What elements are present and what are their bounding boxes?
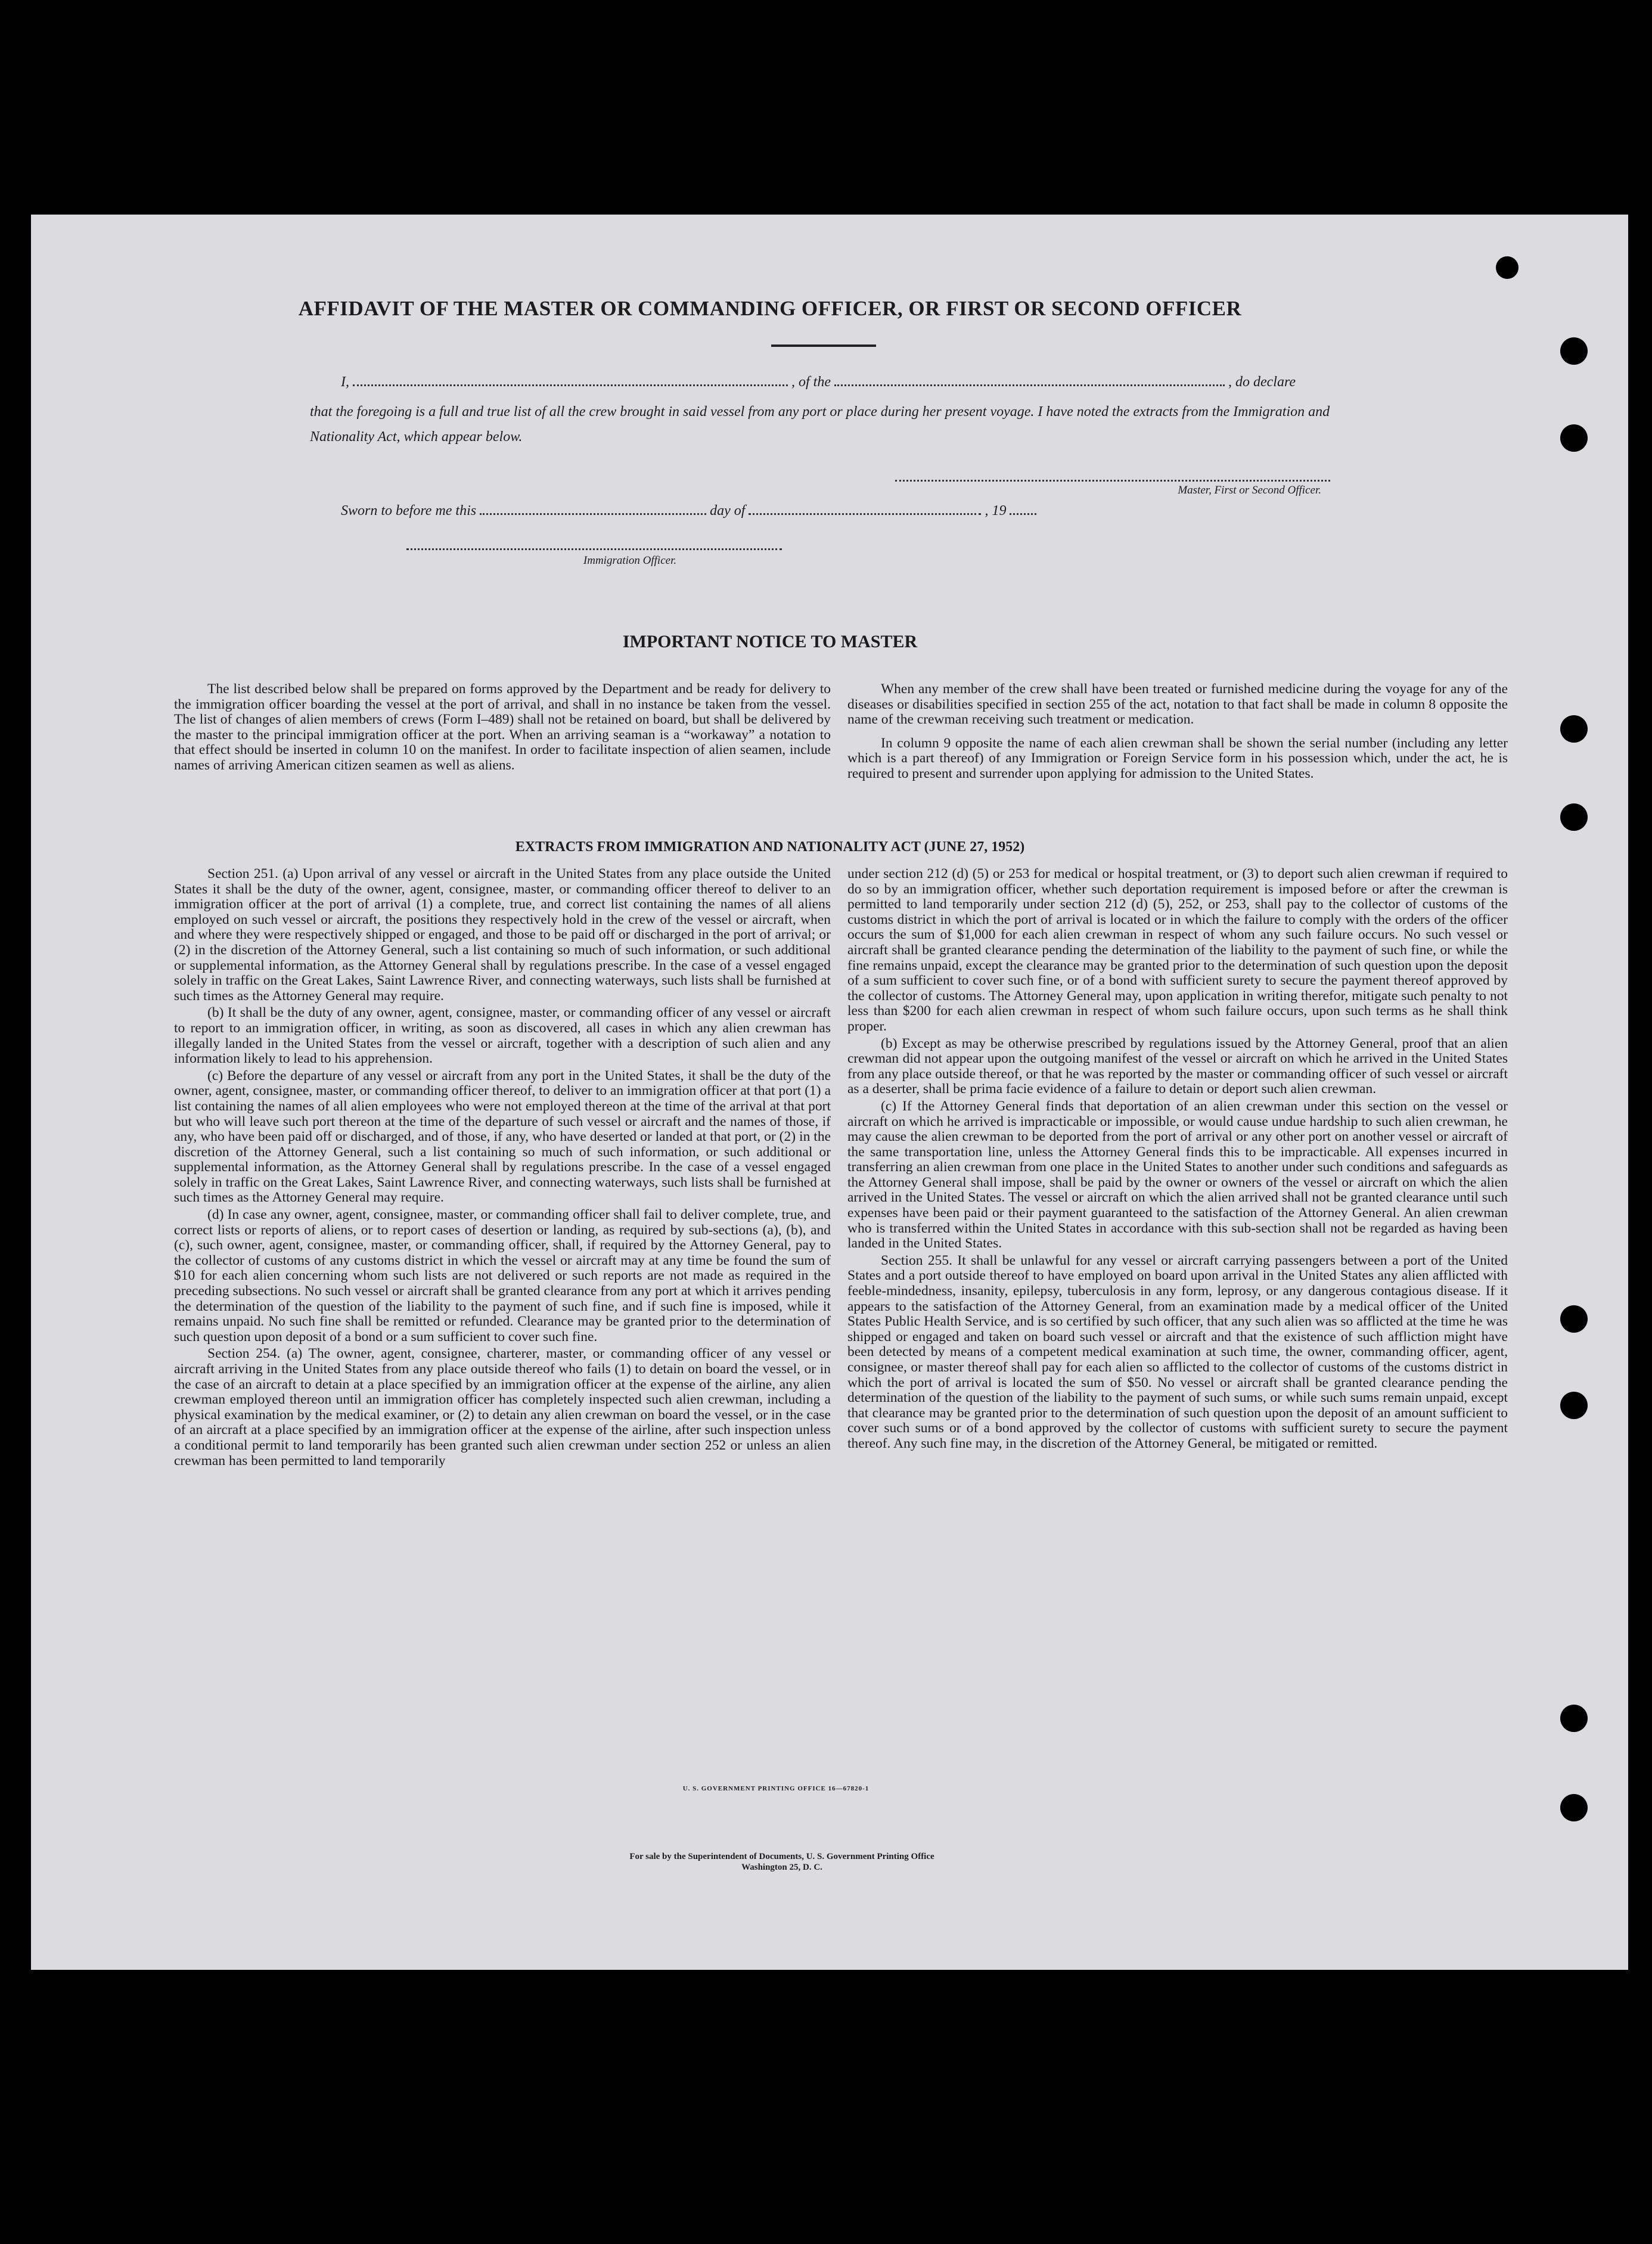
notice-right-column [847,682,1508,784]
vessel-blank[interactable] [834,384,1225,386]
name-blank[interactable] [353,384,788,386]
extracts-title: EXTRACTS FROM IMMIGRATION AND NATIONALITY ACT (JUNE 27, 1952) [515,839,1025,855]
sworn-day-blank[interactable] [480,513,706,515]
gpo-imprint: U. S. GOVERNMENT PRINTING OFFICE 16—67820-1 [682,1785,870,1792]
extract-paragraph: Section 255. It shall be unlawful for any vessel or aircraft carrying passengers between a port of the United States and a port outside thereof to have employed on board upon arrival in the United States any alien afflicted with feeble-mindedness, insanity, epilepsy, tuberculosis in any form, leprosy, or any dangerous contagious disease. If it appears to the satisfaction of the Attorney General, from an examination made by a medical officer of the United States Public Health Service, and is so certified by such officer, that any such alien was so afflicted at the time he was shipped or engaged and taken on board such vessel or aircraft and that the existence of such affliction might have been detected by means of a competent medical examination at such time, the owner, commanding officer, agent, consignee, or master thereof shall pay for each alien so afflicted to the collector of customs of the customs district in which the port of arrival is located the sum of $50. No vessel or aircraft shall be granted clearance pending the determination of the question of the liability to the payment of such sums, or while such sums remain unpaid, except that clearance may be granted prior to the determination of such question upon the deposit of an amount sufficient to cover such sums or of a bond approved by the collector of customs with sufficient surety to secure the payment thereof. Any such fine may, in the discretion of the Attorney General, be mitigated or remitted. [847,1252,1508,1451]
label-year: , 19 [985,503,1007,519]
binder-hole [1560,715,1588,743]
extracts-left-column [174,867,831,1470]
notice-right-paragraph-2: In column 9 opposite the name of each alien crewman shall be shown the serial number (including any letter which is a part thereof) of any Immigration or Foreign Service form in his possession which, under the act, he is required to present and surrender upon applying for admission to the United States. [847,735,1508,781]
binder-hole [1560,1305,1588,1333]
binder-hole [1560,1705,1588,1732]
label-day-of: day of [710,503,746,519]
extract-paragraph: (d) In case any owner, agent, consignee, master, or commanding officer shall fail to deliver complete, true, and correct lists or reports of aliens, or to report cases of desertion or landing, as required by sub-sections (a), (b), and (c), such owner, agent, consignee, master, or commanding officer, shall, if required by the Attorney General, pay to the collector of customs of any customs district in which the vessel or aircraft may at any time be found the sum of $10 for each alien concerning whom such lists are not delivered or such reports are not made as required in the preceding subsections. No such vessel or aircraft shall be granted clearance from any port at which it arrives pending the determination of the question of the liability to the payment of such fine, and if such fine is imposed, while it remains unpaid. No such fine shall be remitted or refunded. Clearance may be granted prior to the determination of such question upon deposit of a bond or a sum sufficient to cover such fine. [174,1207,831,1345]
binder-hole [1560,337,1588,365]
extract-paragraph: Section 251. (a) Upon arrival of any vessel or aircraft in the United States from any place outside the United States it shall be the duty of the owner, agent, consignee, master, or commanding officer thereof to deliver to an immigration officer at the port of arrival (1) a complete, true, and correct list containing the names of all aliens employed on such vessel or aircraft, the positions they respectively hold in the crew of the vessel or aircraft, when and where they were respectively shipped or engaged, and those to be paid off or discharged in the port of arrival; or (2) in the discretion of the Attorney General, such a list containing so much of such information, or such additional or supplemental information, as the Attorney General shall by regulations prescribe. In the case of a vessel engaged solely in traffic on the Great Lakes, Saint Lawrence River, and connecting waterways, such lists shall be furnished at such times as the Attorney General may require. [174,866,831,1004]
binder-hole [1560,1794,1588,1821]
affidavit-title: AFFIDAVIT OF THE MASTER OR COMMANDING OFFICER, OR FIRST OR SECOND OFFICER [298,297,1242,320]
affidavit-statement: that the foregoing is a full and true list of all the crew brought in said vessel from any port or place during her present voyage. I have noted the extracts from the Immigration and Nationality Act, which appear below. [310,404,1330,445]
extract-paragraph: under section 212 (d) (5) or 253 for medical or hospital treatment, or (3) to deport such alien crewman if required to do so by an immigration officer, whether such deportation requirement is imposed before or after the crewman is permitted to land temporarily under section 212 (d) (5), 252, or 253, shall pay to the collector of customs of the customs district in which the port of arrival is located or in which the failure to comply with the orders of the officer occurs the sum of $1,000 for each alien crewman in respect of whom any such failure occurs. No such vessel or aircraft shall be granted clearance pending the determination of the liability to the payment of such fine, or while the fine remains unpaid, except the clearance may be granted prior to the determination of such question upon the deposit of a sum sufficient to cover such fine, or of a bond with sufficient surety to secure the payment thereof approved by the collector of customs. The Attorney General may, upon application in writing therefor, mitigate such penalty to not less than $200 for each alien crewman in respect of whom such failure occurs, upon such terms as he shall think proper. [847,866,1508,1034]
extract-paragraph: (c) Before the departure of any vessel or aircraft from any port in the United States, it shall be the duty of the owner, agent, consignee, master, or commanding officer thereof, to deliver to an immigration officer at that port (1) a list containing the names of all alien employees who were not employed thereon at the time of the arrival at that port but who will leave such port thereon at the time of the departure of such vessel or aircraft and the names of those, if any, who have been paid off or discharged, and of those, if any, who have deserted or landed at that port, or (2) in the discretion of the Attorney General, such a list containing so much of such information, or such additional or supplemental information, as the Attorney General shall by regulations prescribe. In the case of a vessel engaged solely in traffic on the Great Lakes, Saint Lawrence River, and connecting waterways, such lists shall be furnished at such times as the Attorney General may require. [174,1067,831,1206]
binder-hole [1560,803,1588,831]
binder-hole [1560,1392,1588,1419]
notice-left-column [174,682,831,775]
immigration-officer-line[interactable] [406,548,782,550]
notice-title: IMPORTANT NOTICE TO MASTER [622,632,918,651]
extracts-right-column [847,867,1508,1454]
label-i: I, [341,374,349,390]
sale-notice-line-2: Washington 25, D. C. [741,1863,822,1872]
extract-paragraph: Section 254. (a) The owner, agent, consignee, charterer, master, or commanding officer of any vessel or aircraft arriving in the United States from any place outside thereof who fails (1) to detain on board the vessel, or in the case of an aircraft to detain at a place specified by an immigration officer at the expense of the airline, any alien crewman employed thereon until an immigration officer has completely inspected such alien crewman, including a physical examination by the medical examiner, or (2) to detain any alien crewman on board the vessel, or in the case of an aircraft at a place specified by an immigration officer at the expense of the airline, after such inspection unless a conditional permit to land temporarily has been granted such alien crewman under section 252 or unless an alien crewman has been permitted to land temporarily [174,1346,831,1469]
label-of-the: , of the [791,374,831,390]
sworn-year-blank[interactable] [1010,513,1036,515]
sworn-line [341,503,1040,519]
sale-notice-line-1: For sale by the Superintendent of Documents, U. S. Government Printing Office [629,1852,934,1861]
extract-paragraph: (b) It shall be the duty of any owner, agent, consignee, master, or commanding officer of any vessel or aircraft to report to an immigration officer, in writing, as soon as discovered, all cases in which any alien crewman has illegally landed in the United States from the vessel or aircraft, together with a description of such alien and any information likely to lead to his apprehension. [174,1005,831,1067]
sworn-month-blank[interactable] [749,513,981,515]
binder-hole [1560,424,1588,452]
binder-hole [1496,256,1519,279]
master-signature-label: Master, First or Second Officer. [1178,484,1321,496]
title-rule [771,344,876,347]
notice-right-paragraph-1: When any member of the crew shall have been treated or furnished medicine during the voyage for any of the diseases or disabilities specified in section 255 of the act, notation to that fact shall be made in column 8 opposite the name of the crewman receiving such treatment or medication. [847,681,1508,728]
immigration-officer-label: Immigration Officer. [583,554,677,567]
form-sheet [31,215,1628,1970]
declaration-line [341,374,1330,390]
notice-left-paragraph: The list described below shall be prepared on forms approved by the Department and be ready for delivery to the immigration officer boarding the vessel at the port of arrival, and shall in no instance be taken from the vessel. The list of changes of alien members of crews (Form I–489) shall not be retained on board, but shall be delivered by the master to the principal immigration officer at the port. When an arriving seaman is a “workaway” a notation to that effect should be inserted in column 10 on the manifest. In order to facilitate inspection of alien seamen, include names of arriving American citizen seamen as well as aliens. [174,681,831,773]
label-sworn: Sworn to before me this [341,503,477,519]
extract-paragraph: (c) If the Attorney General finds that deportation of an alien crewman under this section on the vessel or aircraft on which he arrived is impracticable or impossible, or would cause undue hardship to such alien crewman, he may cause the alien crewman to be deported from the port of arrival or any other port on another vessel or aircraft of the same transportation line, unless the Attorney General finds this to be impracticable. All expenses incurred in transferring an alien crewman from one place in the United States to another under such conditions and safeguards as the Attorney General shall impose, shall be paid by the owner or owners of the vessel or aircraft on which the alien arrived in the United States. The vessel or aircraft on which the alien arrived shall not be granted clearance until such expenses have been paid or their payment guaranteed to the satisfaction of the Attorney General. An alien crewman who is transferred within the United States in accordance with this sub-section shall not be regarded as having been landed in the United States. [847,1098,1508,1252]
master-signature-line[interactable] [895,480,1330,482]
label-do-declare: , do declare [1228,374,1296,390]
extract-paragraph: (b) Except as may be otherwise prescribed by regulations issued by the Attorney General, proof that an alien crewman did not appear upon the outgoing manifest of the vessel or aircraft on which he arrived in the United States from any place outside thereof, or that he was reported by the master or commanding officer of such vessel or aircraft as a deserter, shall be prima facie evidence of a failure to detain or deport such alien crewman. [847,1035,1508,1097]
